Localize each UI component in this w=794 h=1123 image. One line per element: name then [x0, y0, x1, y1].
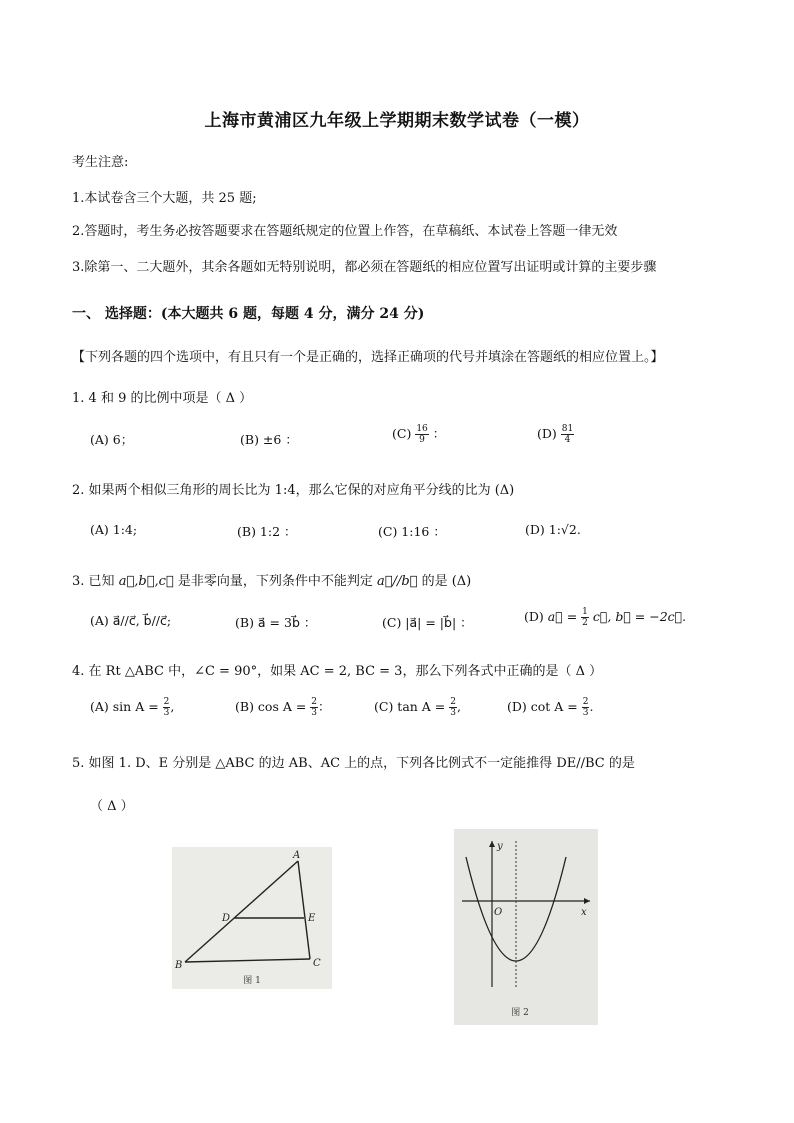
q4-c-num: 2: [450, 697, 456, 707]
figure-1-caption: 图 1: [243, 976, 261, 986]
q4-option-a: [90, 697, 174, 718]
q4-c-fraction: [449, 697, 457, 718]
question-1-stem: 1. 4 和 9 的比例中项是（ Δ ）: [72, 391, 253, 406]
q3-d-post: c⃗, b⃗ = −2c⃗.: [592, 609, 687, 624]
triangle-side-ab: [185, 861, 298, 962]
q3-option-c: (C) |a⃗| = |b⃗| ：: [382, 615, 473, 630]
label-x: x: [581, 907, 587, 918]
question-5-answer: （ Δ ）: [90, 799, 134, 814]
label-b: B: [175, 960, 183, 971]
q3-stem-vectors: a⃗,b⃗,c⃗: [118, 574, 174, 589]
label-d: D: [222, 913, 231, 924]
q4-b-tail: ：: [318, 699, 331, 714]
q4-a-label: (A) sin A =: [90, 699, 159, 714]
q1-c-num: 16: [416, 424, 428, 434]
q4-a-den: 3: [163, 708, 170, 718]
q1-option-d-fraction: [561, 424, 574, 445]
q1-option-a: (A) 6；: [90, 432, 134, 447]
page-title: 上海市黄浦区九年级上学期期末数学试卷（一模）: [204, 111, 590, 131]
triangle-side-bc: [185, 959, 310, 962]
q4-b-num: 2: [311, 697, 318, 707]
q3-d-num: 1: [582, 607, 588, 617]
q4-option-c: [374, 697, 461, 718]
q4-d-num: 2: [582, 697, 589, 707]
q1-option-b: (B) ±6 ：: [240, 432, 298, 447]
q1-c-den: 9: [419, 435, 425, 445]
notice-item-1: 1.本试卷含三个大题，共 25 题;: [72, 191, 257, 206]
label-c: C: [313, 958, 321, 969]
q2-option-b: (B) 1:2 ：: [237, 524, 297, 539]
q3-d-den: 2: [582, 618, 588, 628]
q4-option-d: [507, 697, 593, 718]
section-heading: 一、 选择题：(本大题共 6 题，每题 4 分，满分 24 分): [72, 306, 425, 322]
question-3-stem: [72, 570, 471, 589]
label-a: A: [293, 850, 301, 861]
figure-2: [454, 829, 598, 1025]
figure-2-caption: 图 2: [511, 1008, 529, 1018]
notice-item-3: 3.除第一、二大题外，其余各题如无特别说明，都必须在答题纸的相应位置写出证明或计算的主要步骤: [72, 260, 657, 275]
q4-d-label: (D) cot A =: [507, 699, 578, 714]
label-origin: O: [494, 907, 503, 918]
q4-a-num: 2: [163, 697, 170, 707]
q4-c-tail: ,: [456, 699, 461, 714]
q3-d-pre: a⃗ =: [547, 609, 578, 624]
q4-c-den: 3: [450, 708, 456, 718]
q3-d-fraction: [581, 607, 589, 628]
question-2-stem: 2. 如果两个相似三角形的周长比为 1:4，那么它保的对应角平分线的比为 (Δ): [72, 483, 515, 498]
notice-item-2: 2.答题时，考生务必按答题要求在答题纸规定的位置上作答，在草稿纸、本试卷上答题一律无效: [72, 224, 618, 239]
y-axis-arrow: [489, 841, 495, 847]
label-y: y: [497, 841, 503, 852]
q1-option-c-label: (C): [392, 426, 412, 441]
q4-b-fraction: [310, 697, 318, 718]
section-instruction: 【下列各题的四个选项中，有且只有一个是正确的，选择正确项的代号并填涂在答题纸的相应位置上。】: [72, 350, 664, 365]
figure-1-diagram: [172, 847, 332, 989]
q4-d-den: 3: [582, 708, 589, 718]
q4-option-b: [235, 697, 331, 718]
q1-d-num: 81: [561, 424, 574, 434]
q3-stem-pre: 3. 已知: [72, 574, 115, 589]
label-e: E: [308, 913, 316, 924]
figure-1: [172, 847, 332, 989]
x-axis-arrow: [584, 898, 590, 904]
triangle-side-ac: [298, 861, 310, 959]
q4-a-tail: ,: [170, 699, 175, 714]
q3-stem-post: 的是 (Δ): [421, 574, 472, 589]
q1-option-c: [392, 424, 445, 445]
q3-option-a: (A) a⃗//c⃗, b⃗//c⃗;: [90, 613, 172, 628]
q2-option-c: (C) 1:16 ：: [378, 524, 446, 539]
q2-option-a: (A) 1:4;: [90, 522, 138, 537]
q1-option-d-label: (D): [537, 426, 557, 441]
question-5-stem: 5. 如图 1. D、E 分别是 △ABC 的边 AB、AC 上的点，下列各比例式不一定能推得 DE//BC 的是: [72, 756, 635, 771]
q1-option-c-fraction: [415, 424, 428, 445]
q1-option-d: [537, 424, 574, 445]
q3-option-d: [524, 607, 686, 628]
question-4-stem: 4. 在 Rt △ABC 中，∠C = 90°，如果 AC = 2, BC = 3，那么下列各式中正确的是（ Δ ）: [72, 664, 603, 679]
q3-stem-relation: a⃗//b⃗: [377, 574, 418, 589]
q4-b-den: 3: [311, 708, 318, 718]
q3-option-b: (B) a⃗ = 3b⃗ ：: [235, 615, 317, 630]
q4-b-label: (B) cos A =: [235, 699, 307, 714]
q4-c-label: (C) tan A =: [374, 699, 446, 714]
q3-stem-mid: 是非零向量，下列条件中不能判定: [177, 574, 373, 589]
q1-d-den: 4: [564, 435, 571, 445]
q3-option-d-label: (D): [524, 609, 544, 624]
notice-heading: 考生注意:: [72, 155, 129, 170]
q2-option-d: (D) 1:√2.: [525, 522, 581, 537]
figure-2-diagram: [454, 829, 598, 1025]
q4-d-tail: .: [589, 699, 594, 714]
q1-c-tail: ：: [432, 426, 446, 441]
